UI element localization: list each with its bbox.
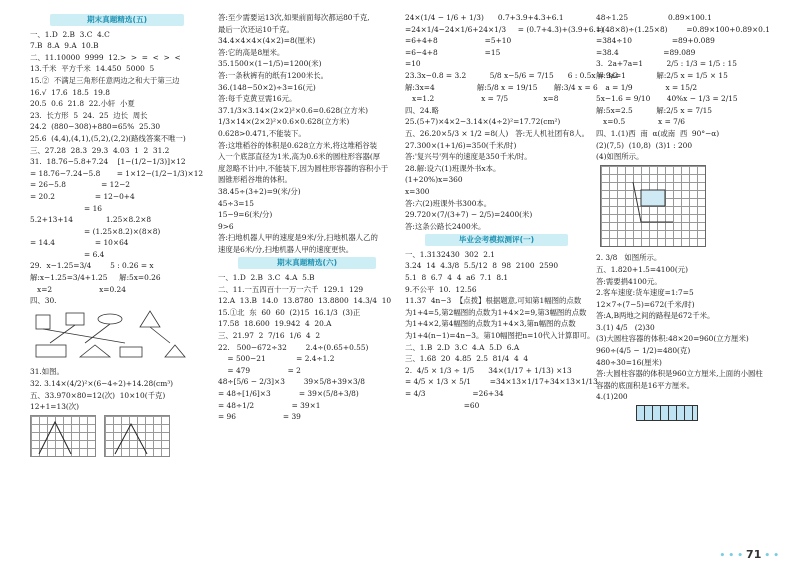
- answer-line: 3.(1) 4/5 (2)30: [596, 322, 655, 332]
- answer-line: 4.(1)200: [596, 392, 628, 402]
- answer-line: 二、11.10000 9999 12.> > = < > <: [30, 52, 181, 62]
- answer-line: 一、1.3132430 302 2.1: [405, 249, 496, 259]
- answer-line: 3.24 14 4.3/8 5.5/12 8 98 2100 2590: [405, 261, 559, 271]
- answer-line: 5x−1.6 = 9/10 40%x − 1/3 = 2/15: [596, 94, 738, 104]
- answer-line: 23. 长方形 5 24. 25 边长 周长: [30, 110, 148, 120]
- answer-block: [405, 249, 598, 411]
- answer-line: = 16: [30, 203, 102, 213]
- answer-line: = 4/3 =26+34: [405, 389, 504, 398]
- answer-block: [218, 272, 396, 423]
- answer-line: a = 1/9 x = 15/2: [596, 82, 698, 92]
- answer-line: (1+20%)x=360: [405, 175, 463, 185]
- answer-line: 答:每千克黄豆需16元。: [218, 94, 297, 104]
- answer-line: 24×(1/4 − 1/6 + 1/3) 0.7+3.9+4.3+6.1: [405, 13, 564, 22]
- answer-line: =384÷10 =89+0.089: [596, 36, 715, 46]
- answer-line: =24×1/4−24×1/6+24×1/3 = (0.7+4.3)+(3.9+6.1): [405, 24, 604, 34]
- answer-line: 29.720×(7/(3+7) − 2/5)=2400(米): [405, 210, 533, 220]
- answer-line: 答:需要捐4100元。: [596, 276, 662, 286]
- answer-line: 16.√ 17.6 18.5 19.8: [30, 87, 110, 97]
- answer-line: 3. 2a+7a=1 2/5 : 1/3 = 1/5 : 15: [596, 59, 737, 69]
- answer-line: 31. 18.76−5.8+7.24 [1−(1/2−1/3)]×12: [30, 157, 186, 167]
- grid-figure-left: [30, 415, 96, 457]
- answer-line: 9.不公平 10. 12.56: [405, 284, 477, 294]
- answer-line: 二、11.一五四百十一万一六千 129.1 129: [218, 284, 364, 294]
- grid-figures: [30, 415, 204, 457]
- answer-block: [30, 29, 204, 307]
- answer-line: = 479 = 2: [218, 365, 301, 375]
- answer-line: 24.2 (880−308)+880=65% 25.30: [30, 122, 161, 132]
- answer-line: 解:9a=1 解:2/5 x = 1/5 × 15: [596, 70, 728, 80]
- coordinate-grid-figure: [600, 165, 706, 247]
- answer-line: 13.千米 平方千米 14.450 5000 5: [30, 64, 155, 74]
- answer-line: = 48÷1/2 = 39×1: [218, 400, 321, 410]
- answer-line: 37.1/3×3.14×(2×2)²×0.6=0.628(立方米): [218, 105, 369, 115]
- answer-line: 2. 3/8 如图所示。: [596, 253, 662, 263]
- answer-line: 答:'复兴号'列车的速度是350千米/时。: [405, 152, 532, 162]
- answer-line: 一、1.D 2.B 3.C 4.A 5.B: [218, 273, 315, 283]
- answer-line: = (1.25×8.2)×(8×8): [30, 226, 161, 236]
- answer-line: = 20.2 = 12−0+4: [30, 191, 135, 201]
- answer-line: 答:这条公路长2400米。: [405, 221, 486, 231]
- answer-line: 圆锥形稻谷堆的体积。: [218, 175, 292, 185]
- answer-line: 20.5 0.6 21.8 22.小轩 小夏: [30, 99, 135, 109]
- answer-line: 9>6: [218, 221, 234, 231]
- answer-line: 一、1.D 2.B 3.C 4.C: [30, 29, 110, 39]
- answer-line: =6−4+8 =15: [405, 47, 501, 57]
- answer-line: x=2 x=0.24: [30, 284, 126, 294]
- answer-line: 答:六(2)班课外书300本。: [405, 198, 492, 208]
- answer-line: 2.客车速度:货车速度=1:7=5: [596, 288, 694, 298]
- answer-line: 1/3×14×(2×2)²×0.6×0.628(立方米): [218, 117, 350, 127]
- answer-line: 5.1 8 6.7 4 4 a6 7.1 8.1: [405, 273, 509, 283]
- answer-line: 23.3x−0.8 = 3.2 5/8 x−5/6 = 7/15 6 : 0.5x = 3/2: [405, 70, 619, 80]
- section-header-exam-5: 期末真题精选(五): [50, 14, 184, 26]
- answer-line: = 14.4 = 10×64: [30, 238, 129, 248]
- answer-line: 解:x−1.25=3/4+1.25 解:5x=0.26: [30, 273, 161, 283]
- answer-line: 三、27.28 28.3 29.3 4.03 1 2 31.2: [30, 145, 170, 155]
- answer-line: = 500−21 = 2.4÷1.2: [218, 354, 335, 364]
- answer-line: 480÷30=16(厘米): [596, 357, 662, 367]
- answer-line: 为1+4=5,第2幅图的点数为1+4×2=9,第3幅图的点数: [405, 307, 587, 317]
- answer-line: 答:这堆稻谷的体积是0.628立方米,将这堆稻谷装: [218, 140, 378, 150]
- answer-line: 解:5x=2.5 解:2/5 x = 7/15: [596, 105, 712, 115]
- answer-line: 15−9=6(米/分): [218, 210, 273, 220]
- answer-line: 31.如图。: [30, 367, 64, 377]
- answer-line: 为1+4(n−1)=4n−3。第10幅图把n=10代入计算即可。: [405, 331, 595, 341]
- answer-line: 35.1500×(1−1/5)=1200(米): [218, 59, 322, 69]
- answer-line: 0.628>0.471,不能装下。: [218, 128, 306, 138]
- fraction-bar-figure: [636, 405, 776, 421]
- matching-figure: [30, 309, 200, 361]
- answer-line: = 4/5 × 1/3 × 5/1 =34×13×1/17+34×13×1/13: [405, 377, 598, 387]
- section-header-exam-6: 期末真题精选(六): [238, 257, 376, 269]
- answer-line: 25.6 (4,4),(4,1),(5,2),(2,2)(路线答案不唯一): [30, 133, 186, 143]
- answer-block: [596, 12, 776, 163]
- column-2: [218, 12, 396, 549]
- answer-line: 最后一次还运10千克。: [218, 24, 294, 34]
- answer-line: 五、1.820+1.5=4100(元): [596, 264, 689, 274]
- answer-line: 2. 4/5 × 1/3 ÷ 1/5 34×(1/17 + 1/13) ×13: [405, 365, 572, 375]
- answer-line: 五、26.20×5/3 × 1/2 =8(人) 答:无人机社团有8人。: [405, 128, 589, 138]
- answer-line: x=0.5 x = 7/6: [596, 117, 686, 127]
- answer-line: =10: [405, 59, 421, 69]
- answer-line: 32. 3.14×(4/2)²×(6−4÷2)+14.28(cm³): [30, 379, 174, 389]
- answer-block: [30, 366, 204, 412]
- answer-line: 11.37 4n−3 【点拨】根据题意,可知第1幅图的点数: [405, 296, 582, 306]
- answer-line: 22. 500−672÷32 2.4÷(0.65+0.55): [218, 342, 369, 352]
- answer-line: x=300: [405, 186, 430, 196]
- answer-line: = 96 = 39: [218, 412, 301, 422]
- answer-block: [405, 12, 619, 232]
- answer-line: 12+1=13(次): [30, 402, 80, 412]
- answer-line: = 6.4: [30, 249, 105, 259]
- answer-block: [596, 252, 776, 403]
- answer-line: 速度是6米/分,扫地机器人甲的速度更快。: [218, 244, 354, 254]
- answer-line: 答:大圆柱容器的体积是960立方厘米,上面的小圆柱: [596, 369, 763, 379]
- answer-line: 25.(5+7)×4×2−3.14×(4÷2)²=17.72(cm²): [405, 117, 561, 127]
- answer-line: 答:一条秋裤有的纸有1200米长。: [218, 70, 328, 80]
- answer-line: 三、1.68 20 4.85 2.5 81/4 4 4: [405, 354, 529, 364]
- answer-line: x=1.2 x = 7/5 x=8: [405, 94, 559, 104]
- answer-line: =(48×8)÷(1.25×8) =0.89×100+0.89×0.1: [596, 24, 770, 34]
- answer-line: 三、21.97 2 7/16 1/6 4 2: [218, 331, 321, 341]
- answer-line: 答:扫地机器人甲的速度是9米/分,扫地机器人乙的: [218, 233, 378, 243]
- answer-line: 四、24.略: [405, 105, 439, 115]
- answer-line: 36.(148−50×2)÷3=16(元): [218, 82, 316, 92]
- answer-line: 度忽略不计)中,不能装下,因为圆柱形容器的容积小于: [218, 163, 389, 173]
- answer-line: 为1+4×2,第4幅图的点数为1+4×3,第n幅图的点数: [405, 319, 576, 329]
- answer-line: 解:3x=4 解:5/8 x = 19/15 解:3/4 x = 6: [405, 82, 598, 92]
- answer-line: = 18.76−7.24−5.8 = 1×12−(1/2−1/3)×12: [30, 168, 204, 178]
- answer-line: 48÷[5/6 − 2/3]×3 39×5/8+39×3/8: [218, 377, 365, 387]
- answer-line: = 26−5.8 = 12−2: [30, 180, 130, 190]
- answer-line: 答:至少需要运13次,如果前面每次都运80千克,: [218, 13, 370, 22]
- answer-line: 38.45÷(3+2)=9(米/分): [218, 186, 301, 196]
- answer-line: 45÷3=15: [218, 198, 254, 208]
- answer-line: 17.58 18.600 19.942 4 20.A: [218, 319, 332, 329]
- answer-line: 答:它的高是8厘米。: [218, 47, 285, 57]
- grid-figure-right: [104, 415, 170, 457]
- answer-line: =6+4+8 =5+10: [405, 36, 512, 46]
- answer-line: 入一个底部直径为1米,高为0.6米的圆柱形容器(厚: [218, 152, 381, 162]
- column-1: [30, 12, 204, 549]
- section-header-mock-exam-1: 毕业会考模拟测评(一): [425, 234, 568, 246]
- answer-line: 960÷(4/5 − 1/2)=480(克): [596, 346, 691, 356]
- answer-line: 四、30.: [30, 296, 57, 306]
- answer-line: 二、1.B 2.D 3.C 4.A 5.D 6.A: [405, 342, 520, 352]
- answer-line: =60: [405, 400, 480, 410]
- answer-line: (4)如图所示。: [596, 152, 644, 162]
- answer-line: 12×7÷(7−5)=672(千米/时): [596, 299, 695, 309]
- answer-line: 答:A,B两地之间的路程是672千米。: [596, 311, 715, 321]
- answer-line: 15.①北 东 60 60 (2)15 16.1/3 (3)正: [218, 307, 361, 317]
- answer-line: 12.A 13.B 14.0 13.8780 13.8800 14.3/4 10: [218, 296, 392, 306]
- answer-line: 五、33.970×80=12(次) 10×10(千克): [30, 390, 166, 400]
- answer-line: 48÷1.25 0.89×100.1: [596, 13, 712, 22]
- page-number: • • • 71 • •: [719, 548, 779, 561]
- answer-block: [218, 12, 396, 255]
- answer-line: (3)大圆柱容器的体积:48×20=960(立方厘米): [596, 334, 749, 344]
- answer-line: 5.2+13+14 1.25×8.2×8: [30, 215, 152, 225]
- answer-line: 27.300×(1+1/6)=350(千米/时): [405, 140, 517, 150]
- column-4: [596, 12, 776, 549]
- answer-line: 7.B 8.A 9.A 10.B: [30, 41, 99, 51]
- answer-line: 29. x−1.25=3/4 5 : 0.26 = x: [30, 261, 154, 271]
- answer-line: (2)(7,5) (10,8) (3)1 : 200: [596, 140, 693, 150]
- answer-line: =38.4 =89.089: [596, 47, 696, 57]
- answer-line: = 48÷[1/6]×3 = 39×(5/8+3/8): [218, 389, 359, 398]
- answer-line: 34.4×4×4×(4×2)=8(厘米): [218, 36, 316, 46]
- answer-line: 15.② 不满足三角形任意两边之和大于第三边: [30, 75, 180, 85]
- answer-line: 四、1.(1)西 南 α(或南 西 90°−α): [596, 128, 720, 138]
- answer-line: 容器的底面积是16平方厘米。: [596, 380, 695, 390]
- answer-line: 28.解:设六(1)班课外书x本。: [405, 163, 501, 173]
